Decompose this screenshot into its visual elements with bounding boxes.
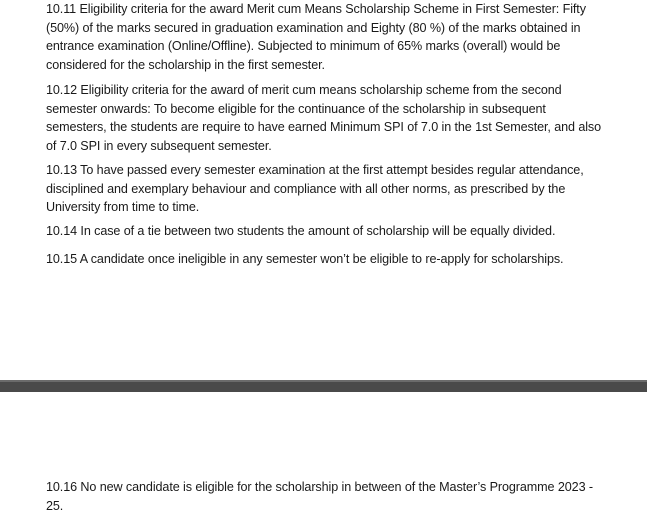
clause-10-11: 10.11 Eligibility criteria for the award Merit cum Means Scholarship Scheme in First Semester: Fifty (50%) of the marks secured in graduation examination and Eighty (80 %) of the marks obtained in entrance examination (Online/Offline). Subjected to minimum of 65% marks (overall) would be considered for the scholarship in the first semester. xyxy=(46,2,586,72)
clause-10-16: 10.16 No new candidate is eligible for the scholarship in between of the Master’s Programme 2023 - 25. xyxy=(46,480,593,513)
document-page-bottom xyxy=(0,392,647,519)
clause-10-14: 10.14 In case of a tie between two students the amount of scholarship will be equally divided. xyxy=(46,224,556,238)
clause-10-13: 10.13 To have passed every semester examination at the first attempt besides regular attendance, disciplined and exemplary behaviour and compliance with all other norms, as prescribed by the University from time to time. xyxy=(46,163,584,215)
clause-10-15: 10.15 A candidate once ineligible in any semester won’t be eligible to re-apply for scholarships. xyxy=(46,252,564,266)
clause-10-12: 10.12 Eligibility criteria for the award of merit cum means scholarship scheme from the second semester onwards: To become eligible for the continuance of the scholarship in subsequent semesters, the students are require to have earned Minimum SPI of 7.0 in the 1st Semester, and also of 7.0 SPI in every subsequent semester. xyxy=(46,83,602,153)
page-separator xyxy=(0,380,647,392)
